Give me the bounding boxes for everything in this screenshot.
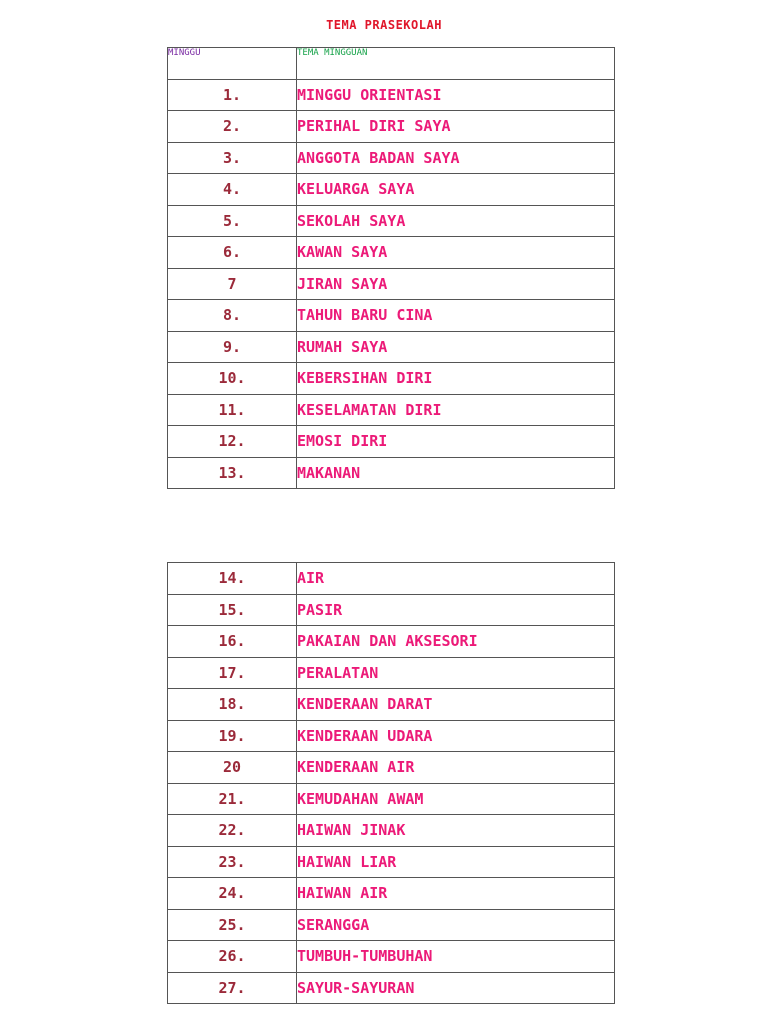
week-number: 2. — [168, 111, 297, 143]
weekly-theme: PERIHAL DIRI SAYA — [297, 111, 615, 143]
week-number: 12. — [168, 426, 297, 458]
weekly-theme-table-bottom — [167, 562, 615, 1004]
table-row — [168, 331, 615, 363]
week-number: 21. — [168, 783, 297, 815]
weekly-theme: SEKOLAH SAYA — [297, 205, 615, 237]
table-row — [168, 626, 615, 658]
table-row — [168, 720, 615, 752]
weekly-theme: HAIWAN JINAK — [297, 815, 615, 847]
table-row — [168, 363, 615, 395]
table-row — [168, 972, 615, 1004]
week-number: 16. — [168, 626, 297, 658]
week-number: 1. — [168, 79, 297, 111]
weekly-theme: KEMUDAHAN AWAM — [297, 783, 615, 815]
table-row — [168, 941, 615, 973]
week-number: 5. — [168, 205, 297, 237]
weekly-theme: EMOSI DIRI — [297, 426, 615, 458]
week-number: 11. — [168, 394, 297, 426]
table-row — [168, 878, 615, 910]
weekly-theme: TUMBUH-TUMBUHAN — [297, 941, 615, 973]
week-number: 14. — [168, 563, 297, 595]
table-row — [168, 909, 615, 941]
weekly-theme: PAKAIAN DAN AKSESORI — [297, 626, 615, 658]
week-number: 23. — [168, 846, 297, 878]
weekly-theme: MAKANAN — [297, 457, 615, 489]
week-number: 9. — [168, 331, 297, 363]
week-number: 13. — [168, 457, 297, 489]
table-row — [168, 268, 615, 300]
weekly-theme: KENDERAAN UDARA — [297, 720, 615, 752]
header-minggu: MINGGU — [168, 48, 297, 80]
weekly-theme: PERALATAN — [297, 657, 615, 689]
weekly-theme: ANGGOTA BADAN SAYA — [297, 142, 615, 174]
week-number: 7 — [168, 268, 297, 300]
weekly-theme: HAIWAN AIR — [297, 878, 615, 910]
week-number: 17. — [168, 657, 297, 689]
weekly-theme: RUMAH SAYA — [297, 331, 615, 363]
week-number: 10. — [168, 363, 297, 395]
table-row — [168, 815, 615, 847]
table-row — [168, 300, 615, 332]
header-tema-mingguan: TEMA MINGGUAN — [297, 48, 615, 80]
weekly-theme: HAIWAN LIAR — [297, 846, 615, 878]
table-row — [168, 783, 615, 815]
week-number: 19. — [168, 720, 297, 752]
week-number: 27. — [168, 972, 297, 1004]
table-row — [168, 457, 615, 489]
table-row — [168, 79, 615, 111]
weekly-theme: SERANGGA — [297, 909, 615, 941]
week-number: 15. — [168, 594, 297, 626]
weekly-theme-table-top — [167, 47, 615, 489]
weekly-theme: JIRAN SAYA — [297, 268, 615, 300]
table-row — [168, 111, 615, 143]
weekly-theme: KENDERAAN DARAT — [297, 689, 615, 721]
table-row — [168, 846, 615, 878]
week-number: 24. — [168, 878, 297, 910]
weekly-theme: TAHUN BARU CINA — [297, 300, 615, 332]
table-header-row — [168, 48, 615, 80]
document-title: TEMA PRASEKOLAH — [326, 18, 442, 32]
weekly-theme: MINGGU ORIENTASI — [297, 79, 615, 111]
weekly-theme: SAYUR-SAYURAN — [297, 972, 615, 1004]
table-row — [168, 594, 615, 626]
table-row — [168, 689, 615, 721]
table-row — [168, 394, 615, 426]
weekly-theme: KAWAN SAYA — [297, 237, 615, 269]
week-number: 26. — [168, 941, 297, 973]
week-number: 8. — [168, 300, 297, 332]
week-number: 18. — [168, 689, 297, 721]
weekly-theme: KELUARGA SAYA — [297, 174, 615, 206]
table-row — [168, 237, 615, 269]
table-row — [168, 657, 615, 689]
table-row — [168, 426, 615, 458]
weekly-theme: KENDERAAN AIR — [297, 752, 615, 784]
table-row — [168, 563, 615, 595]
week-number: 25. — [168, 909, 297, 941]
week-number: 22. — [168, 815, 297, 847]
week-number: 6. — [168, 237, 297, 269]
table-row — [168, 142, 615, 174]
weekly-theme: PASIR — [297, 594, 615, 626]
week-number: 4. — [168, 174, 297, 206]
weekly-theme: KESELAMATAN DIRI — [297, 394, 615, 426]
table-row — [168, 752, 615, 784]
weekly-theme: KEBERSIHAN DIRI — [297, 363, 615, 395]
table-row — [168, 205, 615, 237]
weekly-theme: AIR — [297, 563, 615, 595]
table-row — [168, 174, 615, 206]
week-number: 3. — [168, 142, 297, 174]
week-number: 20 — [168, 752, 297, 784]
